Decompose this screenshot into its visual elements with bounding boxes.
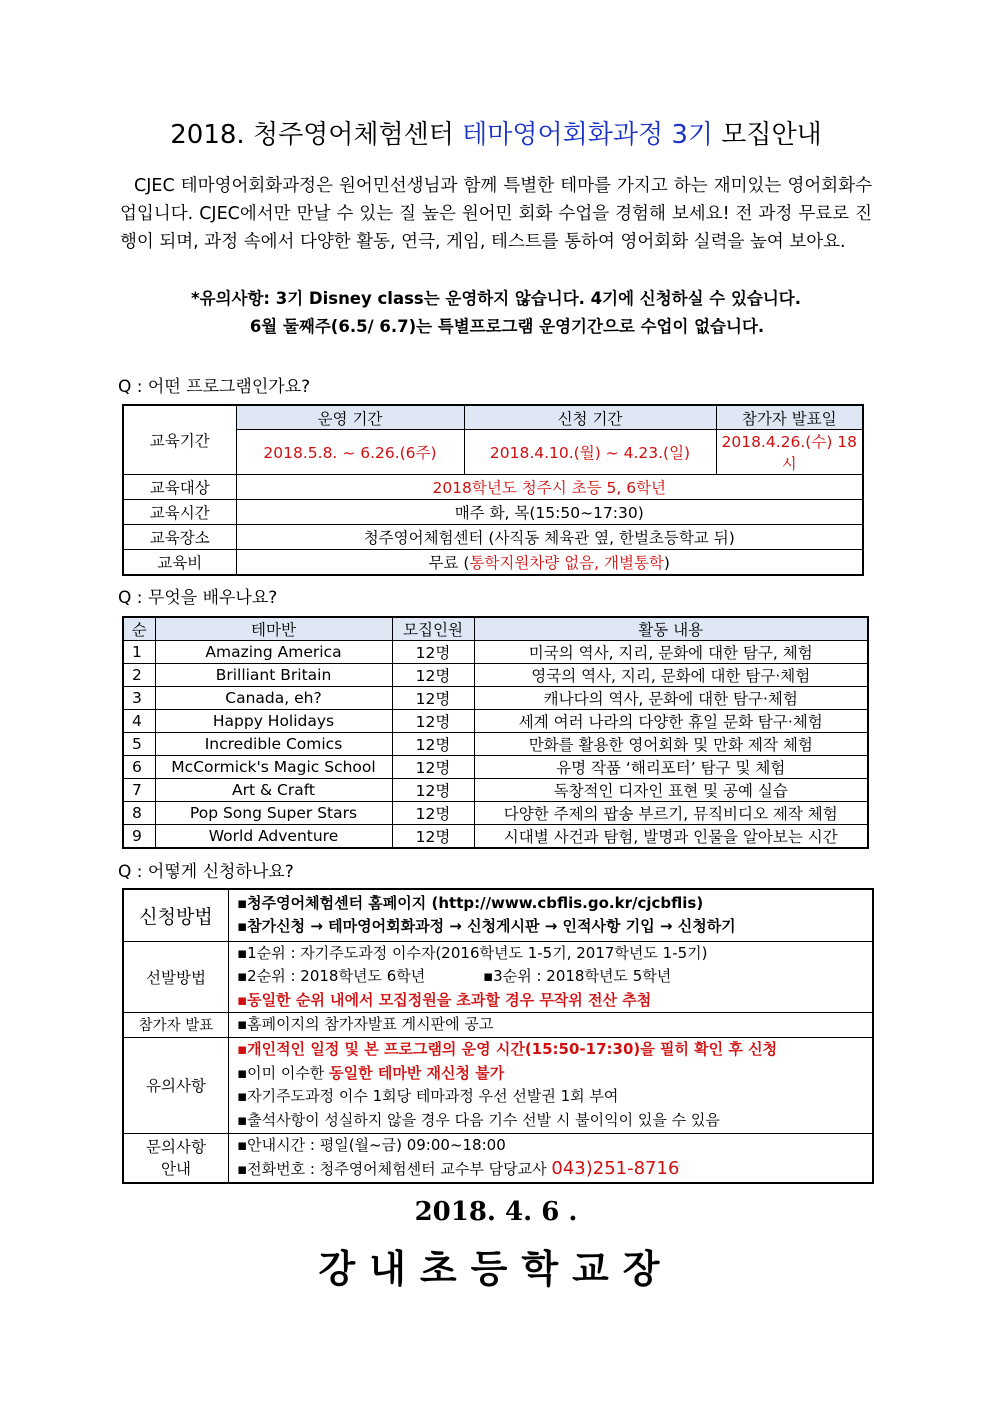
row-no: 9 xyxy=(123,825,155,849)
row-no: 6 xyxy=(123,756,155,779)
contact-label xyxy=(123,1133,229,1183)
theme-table xyxy=(122,616,869,849)
row-count: 12명 xyxy=(392,756,474,779)
row-activity: 미국의 역사, 지리, 문화에 대한 탐구, 체험 xyxy=(474,641,868,664)
place-label: 교육장소 xyxy=(123,525,236,550)
fee-suffix: ) xyxy=(663,554,670,572)
caution-label: 유의사항 xyxy=(123,1037,229,1133)
period-header-2: 신청 기간 xyxy=(464,405,716,430)
contact-label-2: 안내 xyxy=(161,1159,191,1178)
table-row xyxy=(123,802,868,825)
row-activity: 영국의 역사, 지리, 문화에 대한 탐구·체험 xyxy=(474,664,868,687)
row-activity: 만화를 활용한 영어회화 및 만화 제작 체험 xyxy=(474,733,868,756)
title-suffix: 모집안내 xyxy=(713,120,822,150)
row-theme: Pop Song Super Stars xyxy=(155,802,392,825)
caution-content xyxy=(229,1037,874,1133)
question-2: Q : 무엇을 배우나요? xyxy=(118,588,278,608)
table-row xyxy=(123,825,868,849)
question-1: Q : 어떤 프로그램인가요? xyxy=(118,377,311,397)
signature-principal: 강내초등학교장 xyxy=(318,1246,674,1291)
table-row xyxy=(123,779,868,802)
contact-label-1: 문의사항 xyxy=(146,1137,206,1156)
select-line-2b: ▪3순위 : 2018학년도 5학년 xyxy=(483,967,672,985)
select-content xyxy=(229,941,874,1013)
table-row xyxy=(123,756,868,779)
caution-line-2b: 동일한 테마반 재신청 불가 xyxy=(329,1063,505,1082)
row-activity: 캐나다의 역사, 문화에 대한 탐구·체험 xyxy=(474,687,868,710)
row-no: 4 xyxy=(123,710,155,733)
row-count: 12명 xyxy=(392,710,474,733)
row-count: 12명 xyxy=(392,779,474,802)
target-value: 2018학년도 청주시 초등 5, 6학년 xyxy=(236,475,863,500)
period-value-3: 2018.4.26.(수) 18시 xyxy=(716,430,863,475)
theme-header-activity: 활동 내용 xyxy=(474,617,868,641)
table-row xyxy=(123,641,868,664)
contact-content xyxy=(229,1133,874,1183)
intro-text: CJEC 테마영어회화과정은 원어민선생님과 함께 특별한 테마를 가지고 하는 재미있는 영어회화수업입니다. CJEC에서만 만날 수 있는 질 높은 원어민 회화 수업을 경험해 보세요! 전 과정 무료로 진행이 되며, 과정 속에서 다양한 활동, 연극, 게임, 테스트를 통하여 영어회화 실력을 높여 보아요. xyxy=(120,176,872,252)
select-label: 선발방법 xyxy=(123,941,229,1013)
row-no: 3 xyxy=(123,687,155,710)
method-line-1: ▪청주영어체험센터 홈페이지 (http://www.cbflis.go.kr/cjcbflis) xyxy=(237,893,704,912)
row-count: 12명 xyxy=(392,687,474,710)
row-activity: 유명 작품 ‘해리포터’ 탐구 및 체험 xyxy=(474,756,868,779)
method-label: 신청방법 xyxy=(123,889,229,941)
caution-line-4: ▪출석사항이 성실하지 않을 경우 다음 기수 선발 시 불이익이 있을 수 있음 xyxy=(237,1110,720,1129)
theme-header-no: 순 xyxy=(123,617,155,641)
table-row xyxy=(123,664,868,687)
program-table xyxy=(122,404,864,576)
document-date: 2018. 4. 6 . xyxy=(414,1197,578,1227)
contact-phone: 043)251-8716 xyxy=(551,1158,680,1179)
period-value-1: 2018.5.8. ~ 6.26.(6주) xyxy=(236,430,464,475)
period-value-2: 2018.4.10.(월) ~ 4.23.(일) xyxy=(464,430,716,475)
row-no: 2 xyxy=(123,664,155,687)
time-label: 교육시간 xyxy=(123,500,236,525)
theme-header-name: 테마반 xyxy=(155,617,392,641)
note-line-1: *유의사항: 3기 Disney class는 운영하지 않습니다. 4기에 신청하실 수 있습니다. xyxy=(191,289,801,308)
page-title xyxy=(0,114,992,151)
select-line-2 xyxy=(237,965,872,989)
select-line-2a: ▪2순위 : 2018학년도 6학년 xyxy=(237,967,426,985)
period-header-3: 참가자 발표일 xyxy=(716,405,863,430)
note-line-2: 6월 둘째주(6.5/ 6.7)는 특별프로그램 운영기간으로 수업이 없습니다. xyxy=(249,317,765,336)
row-activity: 시대별 사건과 탐험, 발명과 인물을 알아보는 시간 xyxy=(474,825,868,849)
theme-header-count: 모집인원 xyxy=(392,617,474,641)
row-theme: Canada, eh? xyxy=(155,687,392,710)
caution-line-2a: ▪이미 이수한 xyxy=(237,1063,330,1082)
row-count: 12명 xyxy=(392,733,474,756)
time-value: 매주 화, 목(15:50~17:30) xyxy=(236,500,863,525)
announce-line: ▪홈페이지의 참가자발표 게시판에 공고 xyxy=(229,1013,874,1038)
fee-prefix: 무료 ( xyxy=(428,554,470,572)
question-3: Q : 어떻게 신청하나요? xyxy=(118,862,294,882)
row-activity: 독창적인 디자인 표현 및 공예 실습 xyxy=(474,779,868,802)
row-no: 8 xyxy=(123,802,155,825)
row-no: 1 xyxy=(123,641,155,664)
table-row xyxy=(123,710,868,733)
intro-paragraph xyxy=(120,172,872,256)
fee-note: 통학지원차량 없음, 개별통학 xyxy=(469,554,664,572)
select-line-1: ▪1순위 : 자기주도과정 이수자(2016학년도 1-5기, 2017학년도 1-5기) xyxy=(237,943,708,962)
row-theme: Happy Holidays xyxy=(155,710,392,733)
fee-value xyxy=(236,550,863,576)
row-activity: 세계 여러 나라의 다양한 휴일 문화 탐구·체험 xyxy=(474,710,868,733)
table-row xyxy=(123,733,868,756)
place-value: 청주영어체험센터 (사직동 체육관 옆, 한벌초등학교 뒤) xyxy=(236,525,863,550)
contact-line-1: ▪안내시간 : 평일(월~금) 09:00~18:00 xyxy=(237,1135,506,1154)
apply-table xyxy=(122,888,874,1184)
contact-line-2 xyxy=(237,1157,872,1182)
period-label: 교육기간 xyxy=(123,405,236,475)
fee-label: 교육비 xyxy=(123,550,236,576)
caution-line-3: ▪자기주도과정 이수 1회당 테마과정 우선 선발권 1회 부여 xyxy=(237,1087,619,1105)
announce-label: 참가자 발표 xyxy=(123,1013,229,1038)
select-line-3: ▪동일한 순위 내에서 모집정원을 초과할 경우 무작위 전산 추첨 xyxy=(237,990,652,1009)
method-line-2: ▪참가신청 → 테마영어회화과정 → 신청게시판 → 인적사항 기입 → 신청하기 xyxy=(237,917,736,936)
title-highlight: 테마영어회화과정 3기 xyxy=(462,120,713,150)
period-header-1: 운영 기간 xyxy=(236,405,464,430)
row-count: 12명 xyxy=(392,641,474,664)
row-no: 5 xyxy=(123,733,155,756)
caution-line-1: ▪개인적인 일정 및 본 프로그램의 운영 시간(15:50-17:30)을 필히 확인 후 신청 xyxy=(237,1040,778,1058)
row-theme: McCormick's Magic School xyxy=(155,756,392,779)
row-count: 12명 xyxy=(392,802,474,825)
row-activity: 다양한 주제의 팝송 부르기, 뮤직비디오 제작 체험 xyxy=(474,802,868,825)
row-theme: World Adventure xyxy=(155,825,392,849)
row-theme: Incredible Comics xyxy=(155,733,392,756)
row-theme: Amazing America xyxy=(155,641,392,664)
row-theme: Brilliant Britain xyxy=(155,664,392,687)
title-prefix: 2018. 청주영어체험센터 xyxy=(170,120,463,150)
row-no: 7 xyxy=(123,779,155,802)
method-content xyxy=(229,889,874,941)
row-theme: Art & Craft xyxy=(155,779,392,802)
contact-line-2a: ▪전화번호 : 청주영어체험센터 교수부 담당교사 xyxy=(237,1160,552,1178)
row-count: 12명 xyxy=(392,825,474,849)
target-label: 교육대상 xyxy=(123,475,236,500)
table-row xyxy=(123,687,868,710)
caution-line-2 xyxy=(237,1062,872,1086)
row-count: 12명 xyxy=(392,664,474,687)
